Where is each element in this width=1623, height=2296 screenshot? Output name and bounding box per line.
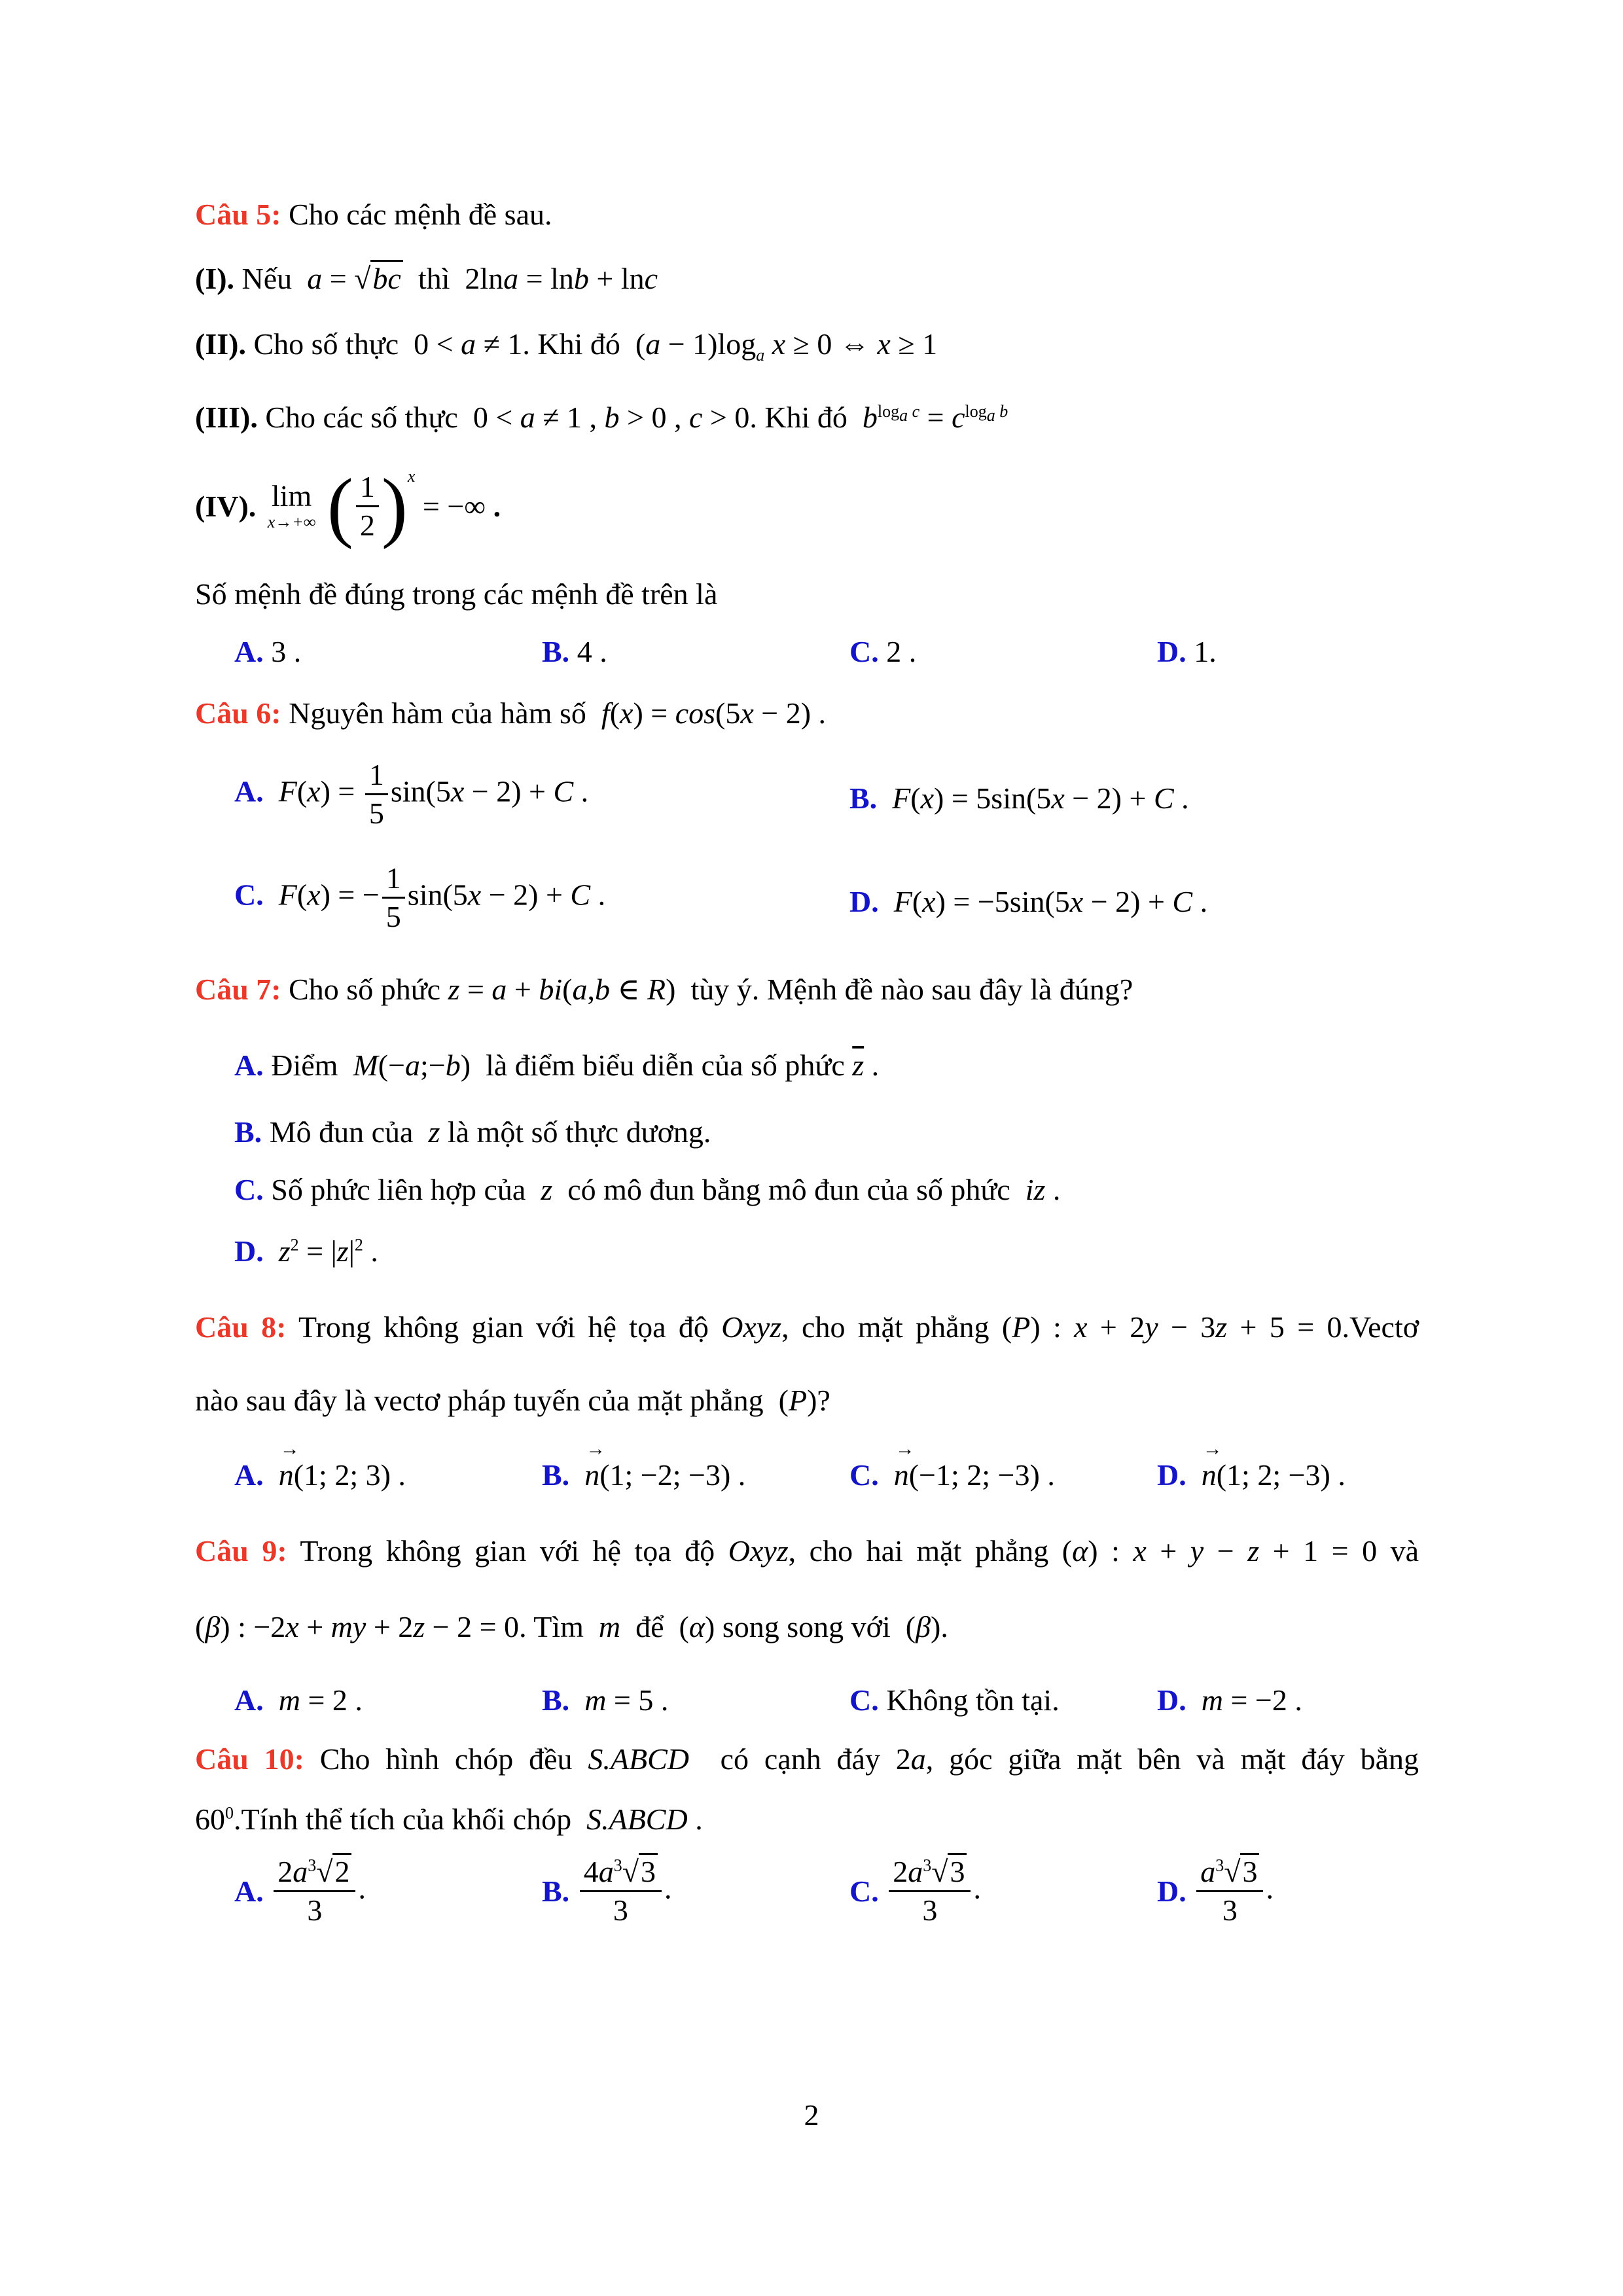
q5-s1-mid: thì xyxy=(418,262,450,295)
q5-s1-label: (I). xyxy=(195,262,235,295)
q5-text: Cho các mệnh đề sau. xyxy=(289,198,552,231)
q6-text: Nguyên hàm của hàm số xyxy=(289,696,586,730)
q8-option-c-label: C. xyxy=(849,1458,879,1492)
q8-text2: , cho mặt phẳng xyxy=(781,1310,990,1344)
q8-option-d-label: D. xyxy=(1157,1458,1186,1492)
q5-question: Số mệnh đề đúng trong các mệnh đề trên là xyxy=(195,577,718,611)
q10-option-b[interactable]: B. $\frac{4a^3√3}{3}$ . xyxy=(542,1856,671,1927)
q10-option-a-label: A. xyxy=(234,1874,264,1909)
q5-s1-text: Nếu xyxy=(241,262,293,295)
q9-text4: . Tìm xyxy=(519,1610,584,1643)
q5-s3-text: Cho các số thực xyxy=(265,401,458,434)
q5-statement-4: (IV). lim x→+∞ ( $\frac{1}{2}$ )$^x$ = −∞ . xyxy=(195,462,501,550)
q5-s2-label: (II). xyxy=(195,327,246,361)
q5-s3-label: (III). xyxy=(195,401,258,434)
q9-option-c-label: C. xyxy=(849,1683,879,1717)
q7-text: Cho số phức xyxy=(289,973,441,1006)
q5-s4-label: (IV). xyxy=(195,489,257,523)
q10-text2: có cạnh đáy xyxy=(720,1742,880,1776)
q10-option-c-label: C. xyxy=(849,1874,879,1909)
q7-option-d[interactable]: D. $z^2 = |z|^2$ . xyxy=(234,1234,378,1268)
q5-statement-3: (III). Cho các số thực 0 < a ≠ 1 , b > 0 , c > 0. Khi đó $b^{log_a c} = c^{log_a b}$ xyxy=(195,401,1008,434)
q7-option-b-text1: Mô đun của xyxy=(269,1115,414,1149)
q7-option-a-label: A. xyxy=(234,1049,264,1082)
q10-text1: Cho hình chóp đều xyxy=(319,1742,573,1776)
q7-option-a[interactable]: A. Điểm M(−a;−b) là điểm biểu diễn của số phức $\overline{z}$ . xyxy=(234,1049,880,1082)
q6-option-a-label: A. xyxy=(234,774,264,808)
q6-heading: Câu 6: Nguyên hàm của hàm số f(x) = cos(5x − 2) . xyxy=(195,696,827,730)
q6-option-d-label: D. xyxy=(849,885,879,918)
q5-option-a-value: 3 . xyxy=(271,635,302,668)
q8-text3: .Vectơ xyxy=(1342,1310,1419,1344)
q7-label: Câu 7: xyxy=(195,973,281,1006)
q6-label: Câu 6: xyxy=(195,696,281,730)
q6-option-d[interactable]: D. F(x) = −5sin(5x − 2) + C . xyxy=(849,885,1208,918)
q7-option-a-text2: là điểm biểu diễn của số phức xyxy=(486,1049,845,1082)
q10-option-d[interactable]: D. $\frac{a^3√3}{3}$ . xyxy=(1157,1856,1274,1927)
q9-text3: và xyxy=(1390,1534,1419,1568)
q7-heading: Câu 7: Cho số phức z = a + bi(a,b ∈ R) tùy ý. Mệnh đề nào sau đây là đúng? xyxy=(195,973,1133,1006)
q6-option-c[interactable]: C. F(x) = − $\frac{1}{5}$ sin(5x − 2) + C . xyxy=(234,861,606,934)
q8-option-b[interactable]: B. → n(1; −2; −3) . xyxy=(542,1457,745,1493)
q9-text6: song song với xyxy=(722,1610,891,1643)
q10-heading: Câu 10: Cho hình chóp đều S.ABCD có cạnh đáy 2a, góc giữa mặt bên và mặt đáy bằng xyxy=(195,1742,1419,1776)
q5-option-b-label: B. xyxy=(542,635,570,668)
q9-text1: Trong không gian với hệ tọa độ xyxy=(300,1534,715,1568)
q6-option-b[interactable]: B. F(x) = 5sin(5x − 2) + C . xyxy=(849,781,1189,815)
q10-text3: , góc giữa mặt bên và mặt đáy bằng xyxy=(925,1742,1419,1776)
q9-option-d-label: D. xyxy=(1157,1683,1186,1717)
q10-option-c[interactable]: C. $\frac{2a^3√3}{3}$ . xyxy=(849,1856,981,1927)
q7-option-b-label: B. xyxy=(234,1115,262,1149)
q5-option-d[interactable] xyxy=(1157,634,1217,670)
q5-option-c-label: C. xyxy=(849,635,879,668)
q8-text4: nào sau đây là vectơ pháp tuyến của mặt phẳng xyxy=(195,1384,764,1417)
q10-option-a[interactable]: A. $\frac{2a^3√2}{3}$ . xyxy=(234,1856,366,1927)
q10-label: Câu 10: xyxy=(195,1742,304,1776)
q8-option-a[interactable]: A. → n(1; 2; 3) . xyxy=(234,1457,406,1493)
q7-option-c-label: C. xyxy=(234,1173,264,1206)
q5-s3-mid: . Khi đó xyxy=(749,401,847,434)
q7-option-c[interactable]: C. Số phức liên hợp của z có mô đun bằng mô đun của số phức iz . xyxy=(234,1173,1061,1206)
q6-option-a[interactable]: A. F(x) = $\frac{1}{5}$ sin(5x − 2) + C . xyxy=(234,758,589,831)
q9-option-b[interactable]: B. m = 5 . xyxy=(542,1683,669,1717)
q6-option-b-label: B. xyxy=(849,781,878,815)
q8-text1: Trong không gian với hệ tọa độ xyxy=(298,1310,709,1344)
q9-label: Câu 9: xyxy=(195,1534,287,1568)
q8-label: Câu 8: xyxy=(195,1310,287,1344)
q8-heading: Câu 8: Trong không gian với hệ tọa độ Oxyz, cho mặt phẳng (P) : x + 2y − 3z + 5 = 0.Vectơ xyxy=(195,1310,1419,1344)
q5-s2-text: Cho số thực xyxy=(253,327,399,361)
q5-option-a[interactable] xyxy=(234,634,301,670)
q5-option-d-value: 1. xyxy=(1194,635,1217,668)
q9-option-c-value: Không tồn tại. xyxy=(886,1683,1060,1717)
page-number: 2 xyxy=(804,2098,819,2132)
q7-text2: tùy ý. Mệnh đề nào sau đây là đúng? xyxy=(690,973,1133,1006)
q10-line2: $60^0.Tính$ thể tích của khối chóp S.ABCD . xyxy=(195,1803,703,1836)
q9-option-c[interactable] xyxy=(849,1682,1060,1718)
q10-option-b-label: B. xyxy=(542,1874,570,1909)
q5-option-b[interactable] xyxy=(542,634,607,670)
q8-option-c[interactable]: C. → n(−1; 2; −3) . xyxy=(849,1457,1055,1493)
q5-option-c[interactable] xyxy=(849,634,916,670)
q9-option-a[interactable]: A. m = 2 . xyxy=(234,1683,363,1717)
q8-option-b-label: B. xyxy=(542,1458,570,1492)
q5-label: Câu 5: xyxy=(195,198,281,231)
q5-option-c-value: 2 . xyxy=(886,635,917,668)
q7-option-b-text2: là một số thực dương. xyxy=(447,1115,711,1149)
q5-option-a-label: A. xyxy=(234,635,264,668)
q5-option-b-value: 4 . xyxy=(577,635,607,668)
q5-statement-1: (I). Nếu a = √bc thì 2lna = lnb + lnc xyxy=(195,260,658,296)
q9-text5: để xyxy=(635,1610,664,1643)
q5-statement-2: (II). Cho số thực 0 < a ≠ 1. Khi đó $(a - 1)\log_a$ x ≥ 0 ⇔ x ≥ 1 xyxy=(195,327,938,365)
q5-heading xyxy=(195,196,552,232)
q7-option-d-label: D. xyxy=(234,1234,264,1268)
q9-text2: , cho hai mặt phẳng xyxy=(788,1534,1049,1568)
q7-option-a-text1: Điểm xyxy=(271,1049,338,1082)
q5-s2-mid: . Khi đó xyxy=(522,327,620,361)
q8-line2: nào sau đây là vectơ pháp tuyến của mặt phẳng (P)? xyxy=(195,1384,830,1417)
q7-option-b[interactable]: B. Mô đun của z là một số thực dương. xyxy=(234,1115,711,1149)
q7-option-c-text2: có mô đun bằng mô đun của số phức xyxy=(567,1173,1010,1206)
q7-option-c-text1: Số phức liên hợp của xyxy=(271,1173,526,1206)
q10-text4: .Tính thể tích của khối chóp xyxy=(234,1803,572,1836)
q9-line2: (β) : −2x + my + 2z − 2 = 0. Tìm m để (α) song song với (β). xyxy=(195,1610,948,1643)
q8-option-a-label: A. xyxy=(234,1458,264,1492)
q10-option-d-label: D. xyxy=(1157,1874,1186,1909)
q8-option-d[interactable]: D. → n(1; 2; −3) . xyxy=(1157,1457,1346,1493)
q9-heading: Câu 9: Trong không gian với hệ tọa độ Oxyz, cho hai mặt phẳng (α) : x + y − z + 1 = 0 và xyxy=(195,1534,1419,1568)
q6-option-c-label: C. xyxy=(234,878,264,912)
q5-option-d-label: D. xyxy=(1157,635,1186,668)
q9-option-a-label: A. xyxy=(234,1683,264,1717)
q9-option-d[interactable]: D. m = −2 . xyxy=(1157,1683,1302,1717)
q9-option-b-label: B. xyxy=(542,1683,570,1717)
